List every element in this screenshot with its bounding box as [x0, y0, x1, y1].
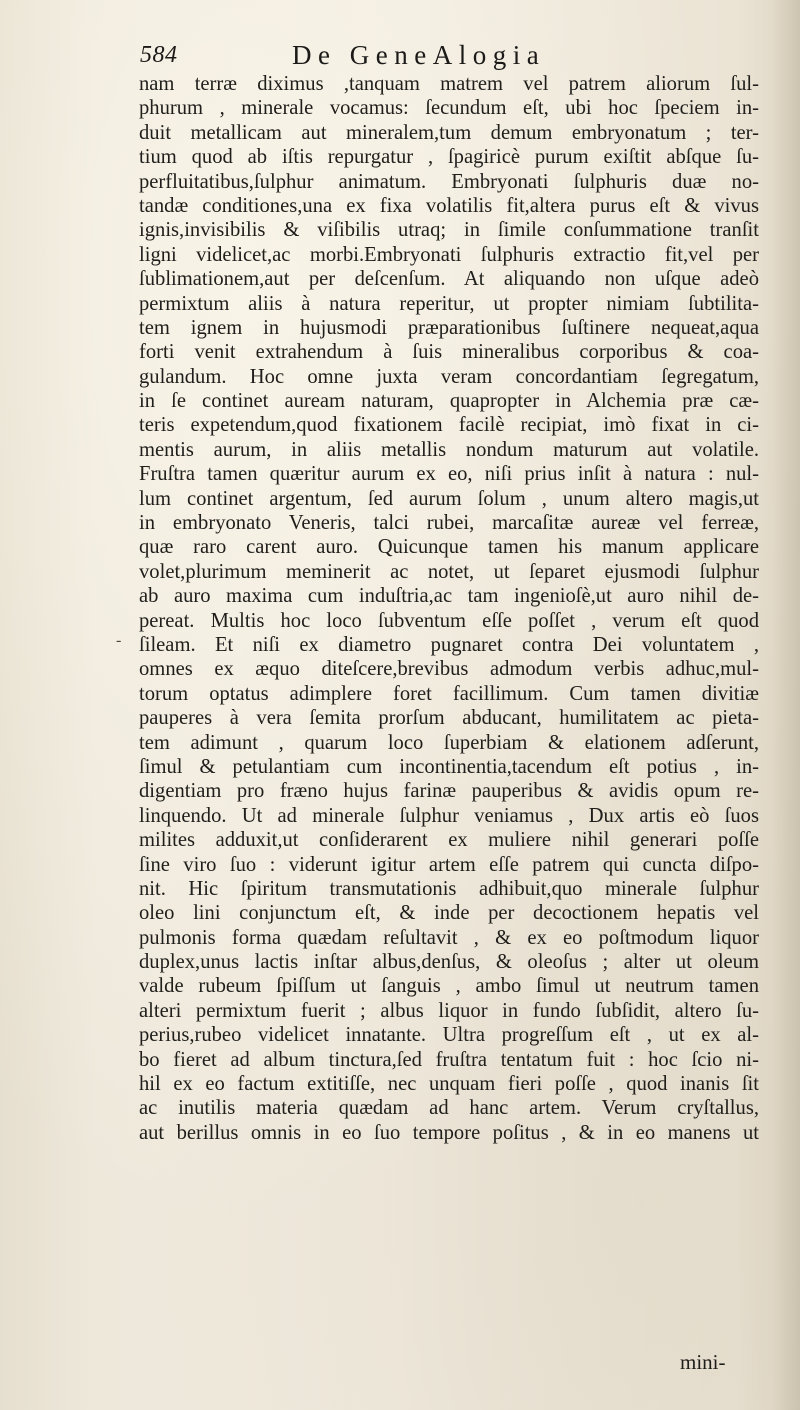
text-line: volet,plurimum meminerit ac notet, ut ſeparet ejusmodi ſulphur: [139, 560, 759, 583]
text-line: aut berillus omnis in eo ſuo tempore poſitus , & in eo manens ut: [139, 1121, 759, 1144]
text-line: Fruſtra tamen quæritur aurum ex eo, niſi prius inſit à natura : nul-: [139, 463, 759, 486]
text-line: teris expetendum,quod fixationem facilè recipiat, imò fixat in ci-: [139, 414, 759, 437]
text-line: tem ignem in hujusmodi præparationibus ſuſtinere nequeat,aqua: [139, 316, 759, 339]
text-line: permixtum aliis à natura reperitur, ut propter nimiam ſubtilita-: [139, 292, 759, 315]
catchword: mini-: [680, 1350, 726, 1374]
text-line: ligni videlicet,ac morbi.Embryonati ſulphuris extractio fit,vel per: [139, 243, 759, 266]
text-line: ſublimationem,aut per deſcenſum. At aliquando non uſque adeò: [139, 268, 759, 291]
text-line: ſine viro ſuo : viderunt igitur artem eſſe patrem qui cuncta diſpo-: [139, 853, 759, 876]
text-line: pauperes à vera ſemita prorſum abducant, humilitatem ac pieta-: [139, 707, 759, 730]
text-line: pereat. Multis hoc loco ſubventum eſſe poſſet , verum eſt quod: [139, 609, 759, 632]
text-line: ſileam. Et niſi ex diametro pugnaret contra Dei voluntatem ,: [139, 633, 759, 656]
text-line: linquendo. Ut ad minerale ſulphur veniamus , Dux artis eò ſuos: [139, 804, 759, 827]
text-line: bo fieret ad album tinctura,ſed fruſtra tentatum fuit : hoc ſcio ni-: [139, 1048, 759, 1071]
text-line: alteri permixtum fuerit ; albus liquor in fundo ſubſidit, altero ſu-: [139, 999, 759, 1022]
text-line: in embryonato Veneris, talci rubei, marcaſitæ aureæ vel ferreæ,: [139, 512, 759, 535]
text-line: ignis,invisibilis & viſibilis utraq; in ſimile conſummatione tranſit: [139, 219, 759, 242]
text-line: milites adduxit,ut conſiderarent ex muliere nihil generari poſſe: [139, 829, 759, 852]
text-line: ac inutilis materia quædam ad hanc artem. Verum cryſtallus,: [139, 1097, 759, 1120]
text-line: lum continet argentum, ſed aurum ſolum , unum altero magis,ut: [139, 487, 759, 510]
text-line: oleo lini conjunctum eſt, & inde per decoctionem hepatis vel: [139, 902, 759, 925]
text-line: quæ raro carent auro. Quicunque tamen his manum applicare: [139, 536, 759, 559]
text-line: digentiam pro fræno hujus farinæ pauperibus & avidis opum re-: [139, 780, 759, 803]
text-line: duplex,unus lactis inſtar albus,denſus, & oleoſus ; alter ut oleum: [139, 951, 759, 974]
page-header: [140, 40, 760, 74]
text-line: perius,rubeo videlicet innatante. Ultra progreſſum eſt , ut ex al-: [139, 1024, 759, 1047]
body-text: [139, 72, 759, 1145]
text-line: in ſe continet auream naturam, quapropter in Alchemia præ cæ-: [139, 390, 759, 413]
text-line: hil ex eo factum extitiſſe, nec unquam fieri poſſe , quod inanis ſit: [139, 1073, 759, 1096]
text-line: ſimul & petulantiam cum incontinentia,tacendum eſt potius , in-: [139, 755, 759, 778]
text-line: nit. Hic ſpiritum transmutationis adhibuit,quo minerale ſulphur: [139, 877, 759, 900]
text-line: tium quod ab iſtis repurgatur , ſpagiricè purum exiſtit abſque ſu-: [139, 146, 759, 169]
text-line: ab auro maxima cum induſtria,ac tam ingenioſè,ut auro nihil de-: [139, 585, 759, 608]
page-number: 584: [140, 42, 178, 68]
text-line: valde rubeum ſpiſſum ut ſanguis , ambo ſimul ut neutrum tamen: [139, 975, 759, 998]
text-line: forti venit extrahendum à ſuis mineralibus corporibus & coa-: [139, 341, 759, 364]
text-line: phurum , minerale vocamus: ſecundum eſt, ubi hoc ſpeciem in-: [139, 97, 759, 120]
text-line: mentis aurum, in aliis metallis nondum maturum aut volatile.: [139, 438, 759, 461]
text-line: torum optatus adimplere foret facillimum. Cum tamen divitiæ: [139, 682, 759, 705]
text-line: perfluitatibus,ſulphur animatum. Embryonati ſulphuris duæ no-: [139, 170, 759, 193]
text-line: tandæ conditiones,una ex fixa volatilis fit,altera purus eſt & vivus: [139, 194, 759, 217]
text-line: tem adimunt , quarum loco ſuperbiam & elationem adſerunt,: [139, 731, 759, 754]
text-line: pulmonis forma quædam reſultavit , & ex eo poſtmodum liquor: [139, 926, 759, 949]
running-head: De GeneAlogia: [292, 40, 546, 70]
text-line: omnes ex æquo diteſcere,brevibus admodum verbis adhuc,mul-: [139, 658, 759, 681]
text-line: nam terræ diximus ,tanquam matrem vel patrem aliorum ſul-: [139, 73, 759, 95]
text-line: duit metallicam aut mineralem,tum demum embryonatum ; ter-: [139, 121, 759, 144]
margin-mark: -: [116, 632, 122, 649]
text-line: gulandum. Hoc omne juxta veram concordantiam ſegregatum,: [139, 365, 759, 388]
